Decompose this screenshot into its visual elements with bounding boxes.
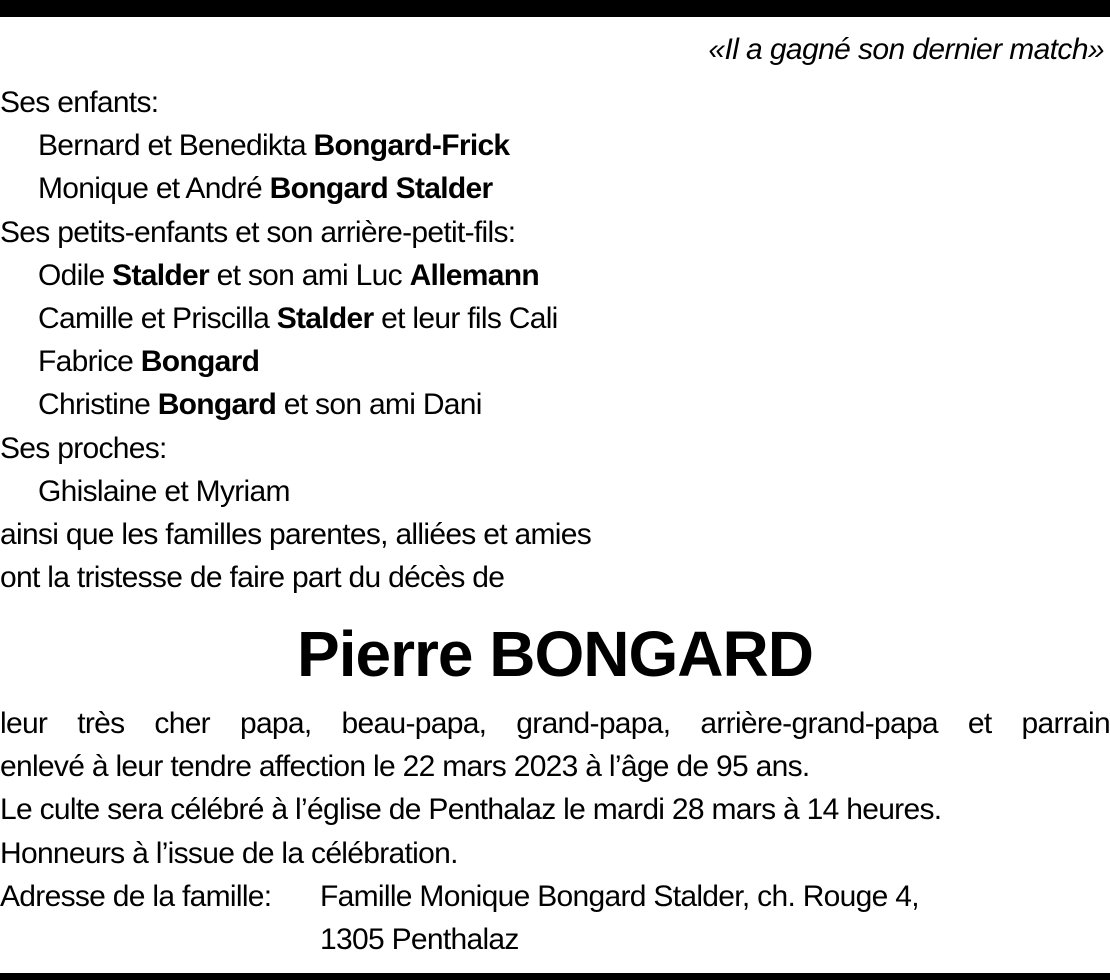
grandchild-suffix: et son ami Luc	[208, 258, 410, 292]
address-label: Adresse de la famille:	[0, 879, 272, 913]
family-list	[0, 81, 1110, 599]
grandchildren-heading: Ses petits-enfants et son arrière-petit-fils:	[0, 215, 516, 249]
child-first-names: Monique et André	[38, 172, 270, 206]
honours-line: Honneurs à l’issue de la célébration.	[0, 836, 458, 870]
epitaph-quote: «Il a gagné son dernier match»	[708, 33, 1104, 66]
address-line-1: Famille Monique Bongard Stalder, ch. Rouge 4,	[320, 879, 919, 913]
child-entry	[0, 124, 1110, 167]
top-border-rule	[0, 0, 1110, 17]
grandchild-first-names: Odile	[38, 258, 113, 292]
address-value	[320, 875, 1110, 961]
grandchild-first-names: Christine	[38, 388, 158, 422]
families-line: ainsi que les familles parentes, alliées et amies	[0, 517, 592, 551]
grandchild-entry	[0, 383, 1110, 426]
service-line: Le culte sera célébré à l’église de Penthalaz le mardi 28 mars à 14 heures.	[0, 793, 942, 827]
grandchild-surname: Stalder	[112, 258, 209, 292]
grandchild-suffix: et leur fils Cali	[373, 301, 558, 335]
grandchild-entry	[0, 340, 1110, 383]
child-surname: Bongard Stalder	[269, 172, 493, 206]
address-line-2: 1305 Penthalaz	[320, 923, 519, 957]
relative-entry: Ghislaine et Myriam	[38, 474, 290, 508]
deceased-name: Pierre BONGARD	[297, 618, 813, 690]
grandchild-surname: Bongard	[140, 345, 260, 379]
relation-line: leur très cher papa, beau-papa, grand-papa, arrière-grand-papa et parrain	[0, 707, 1110, 740]
grandchild-surname: Stalder	[276, 301, 374, 335]
child-first-names: Bernard et Benedikta	[38, 129, 314, 163]
bottom-border-rule	[0, 973, 1110, 980]
relatives-heading: Ses proches:	[0, 431, 167, 465]
grandchild-surname: Bongard	[157, 388, 277, 422]
grandchild-suffix: et son ami Dani	[276, 388, 482, 422]
grandchild-entry	[0, 297, 1110, 340]
child-surname: Bongard-Frick	[313, 129, 510, 163]
notice-details	[0, 702, 1110, 961]
child-entry	[0, 167, 1110, 210]
family-address	[0, 875, 1110, 961]
children-heading: Ses enfants:	[0, 86, 159, 119]
grandchild-entry	[0, 254, 1110, 297]
death-line: enlevé à leur tendre affection le 22 mars 2023 à l’âge de 95 ans.	[0, 750, 810, 784]
announcement-line: ont la tristesse de faire part du décès de	[0, 561, 505, 595]
grandchild-first-names: Fabrice	[38, 345, 141, 379]
grandchild-first-names: Camille et Priscilla	[38, 301, 277, 335]
partner-surname: Allemann	[409, 258, 539, 292]
